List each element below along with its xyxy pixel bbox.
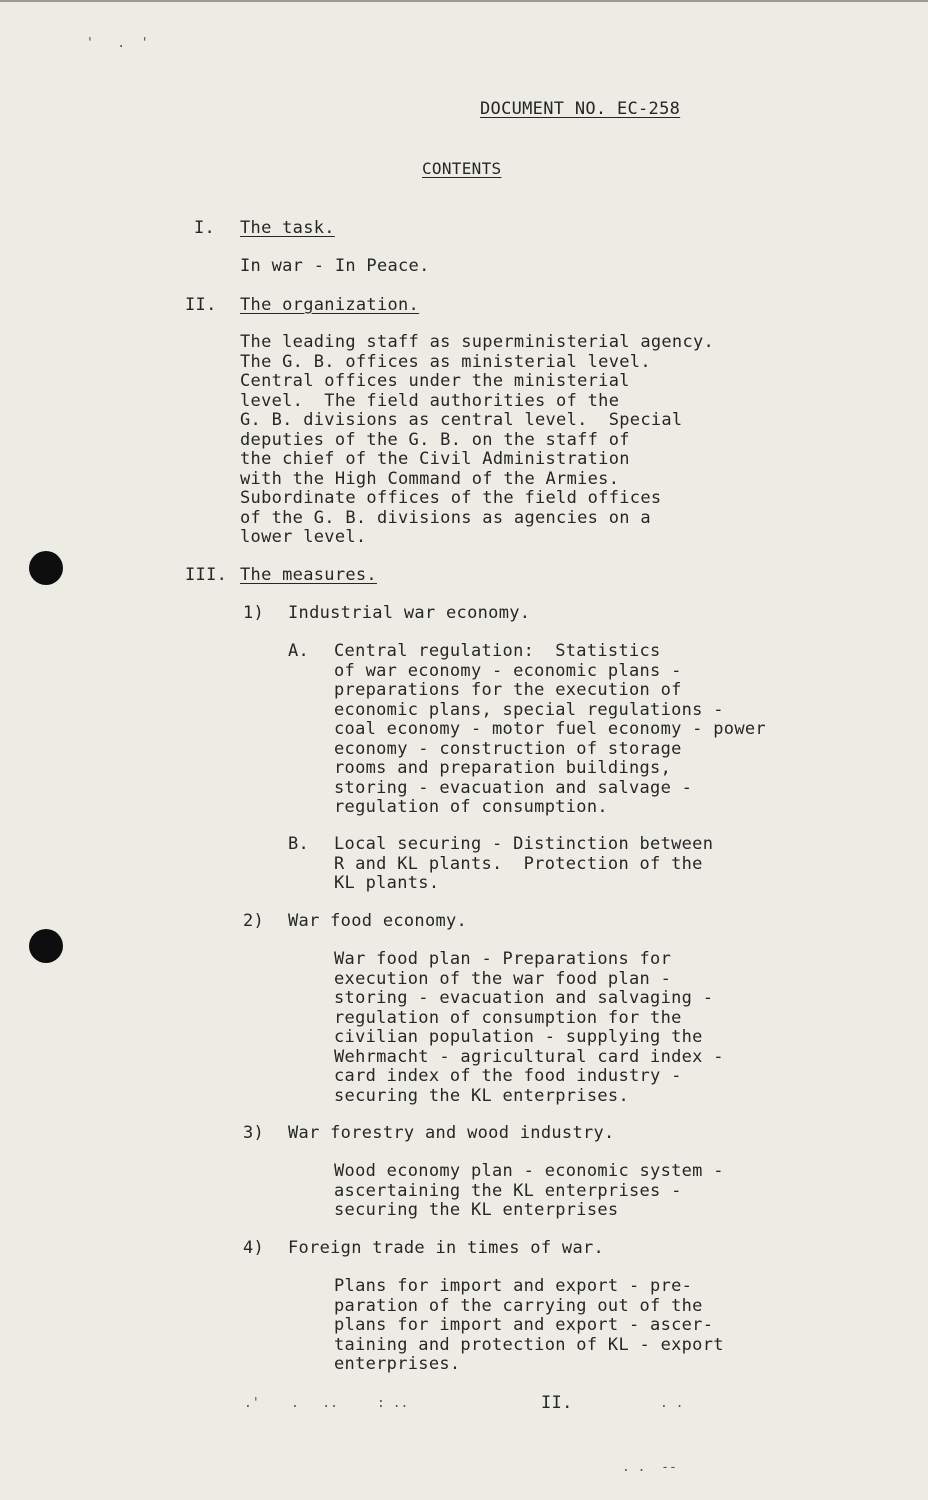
subitem-text-line: economy - construction of storage — [334, 738, 682, 759]
measure-text-line: enterprises. — [334, 1354, 461, 1374]
measure-text-line: card index of the food industry - — [334, 1066, 682, 1086]
subitem-letter: B. — [288, 834, 310, 854]
measure-text-line: regulation of consumption for the — [334, 1007, 682, 1028]
subitem-text-line: R and KL plants. Protection of the — [334, 853, 703, 874]
subitem-text-line: regulation of consumption. — [334, 797, 608, 817]
measure-text-line: Wood economy plan - economic system - — [334, 1161, 724, 1181]
stray-mark: .' . .. : .. — [244, 1396, 409, 1411]
measure-text-line: plans for import and export - ascer- — [334, 1315, 714, 1335]
measure-text-line: Plans for import and export - pre- — [334, 1276, 693, 1296]
section-text-line: The leading staff as superministerial agency. — [240, 332, 715, 352]
section-text-line: lower level. — [240, 527, 367, 547]
subitem-text-line: preparations for the execution of — [334, 680, 682, 700]
measure-title: Industrial war economy. — [288, 603, 531, 623]
measure-text-line: taining and protection of KL - export — [334, 1334, 724, 1355]
page-top-edge — [0, 0, 928, 2]
subitem-text-line: storing - evacuation and salvage - — [334, 777, 693, 798]
subitem-text-line: economic plans, special regulations - — [334, 699, 724, 720]
measure-text-line: storing - evacuation and salvaging - — [334, 988, 714, 1008]
section-title: The measures. — [240, 565, 377, 585]
section-text-line: of the G. B. divisions as agencies on a — [240, 507, 651, 528]
measure-text-line: paration of the carrying out of the — [334, 1295, 703, 1316]
section-text-line: level. The field authorities of the — [240, 390, 620, 411]
subitem-text-line: Central regulation: Statistics — [334, 641, 661, 661]
section-text-line: the chief of the Civil Administration — [240, 449, 630, 469]
punch-hole-lower — [29, 929, 63, 963]
measure-text-line: Wehrmacht - agricultural card index - — [334, 1046, 724, 1067]
subitem-text-line: of war economy - economic plans - — [334, 660, 682, 681]
measure-number: 4) — [243, 1238, 265, 1258]
stray-mark: ' . ' — [86, 36, 149, 51]
measure-text-line: civilian population - supplying the — [334, 1027, 703, 1047]
measure-title: Foreign trade in times of war. — [288, 1238, 605, 1258]
section-title: The task. — [240, 218, 335, 238]
next-page-marker: II. — [541, 1393, 573, 1413]
section-number: I. — [194, 218, 216, 238]
contents-heading: CONTENTS — [422, 159, 502, 178]
section-text-line: with the High Command of the Armies. — [240, 468, 620, 489]
subitem-letter: A. — [288, 641, 310, 661]
stray-mark: . . -- — [622, 1460, 677, 1475]
measure-text-line: execution of the war food plan - — [334, 968, 672, 989]
measure-text-line: securing the KL enterprises — [334, 1200, 619, 1220]
subitem-text-line: KL plants. — [334, 873, 440, 893]
section-number: II. — [185, 295, 217, 315]
section-text-line: Subordinate offices of the field offices — [240, 488, 662, 508]
measure-text-line: War food plan - Preparations for — [334, 949, 672, 969]
subitem-text-line: coal economy - motor fuel economy - power — [334, 719, 766, 739]
measure-number: 3) — [243, 1123, 265, 1143]
measure-title: War forestry and wood industry. — [288, 1123, 615, 1143]
section-text-line: The G. B. offices as ministerial level. — [240, 351, 651, 372]
measure-number: 2) — [243, 911, 265, 931]
subitem-text-line: rooms and preparation buildings, — [334, 758, 672, 778]
section-text-line: G. B. divisions as central level. Special — [240, 410, 683, 430]
measure-text-line: securing the KL enterprises. — [334, 1085, 629, 1106]
measure-number: 1) — [243, 603, 265, 623]
section-title: The organization. — [240, 295, 420, 315]
section-text-line: In war - In Peace. — [240, 256, 430, 276]
subitem-text-line: Local securing - Distinction between — [334, 834, 714, 854]
measure-text-line: ascertaining the KL enterprises - — [334, 1180, 682, 1201]
stray-mark: . . — [660, 1396, 684, 1411]
measure-title: War food economy. — [288, 911, 468, 931]
section-text-line: Central offices under the ministerial — [240, 371, 630, 391]
section-number: III. — [185, 565, 228, 585]
document-number: DOCUMENT NO. EC-258 — [480, 99, 681, 119]
section-text-line: deputies of the G. B. on the staff of — [240, 429, 630, 450]
punch-hole-upper — [29, 551, 63, 585]
